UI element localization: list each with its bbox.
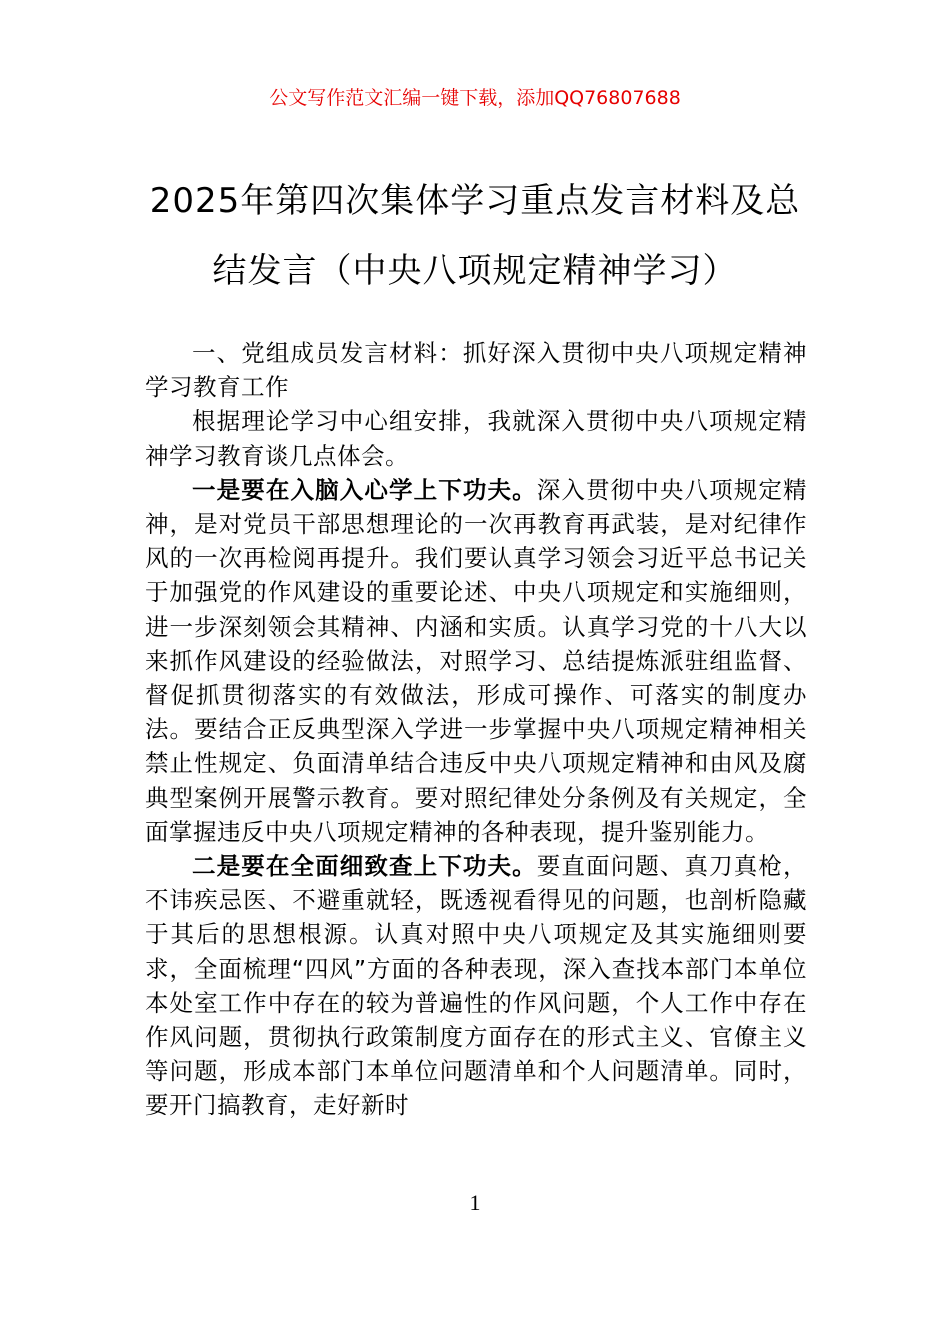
title-line-1: 2025年第四次集体学习重点发言材料及总 (149, 181, 801, 221)
point-two-lead: 二是要在全面细致查上下功夫。 (192, 852, 537, 881)
point-one-lead: 一是要在入脑入心学上下功夫。 (192, 475, 537, 504)
download-banner: 公文写作范文汇编一键下载，添加QQ76807688 (269, 87, 681, 109)
page-number: 1 (469, 1190, 481, 1215)
section-heading: 一、党组成员发言材料：抓好深入贯彻中央八项规定精神学习教育工作 (145, 339, 807, 402)
point-one-paragraph (145, 473, 807, 849)
point-two-paragraph (145, 849, 807, 1123)
document-title (145, 166, 805, 306)
title-line-2: 结发言（中央八项规定精神学习） (212, 251, 738, 291)
point-one-body: 深入贯彻中央八项规定精神，是对党员干部思想理论的一次再教育再武装，是对纪律作风的一次再检阅再提升。我们要认真学习领会习近平总书记关于加强党的作风建设的重要论述、中央八项规定和实施细则，进一步深刻领会其精神、内涵和实质。认真学习党的十八大以来抓作风建设的经验做法，对照学习、总结提炼派驻组监督、督促抓贯彻落实的有效做法，形成可操作、可落实的制度办法。要结合正反典型深入学进一步掌握中央八项规定精神相关禁止性规定、负面清单结合违反中央八项规定精神和由风及腐典型案例开展警示教育。要对照纪律处分条例及有关规定，全面掌握违反中央八项规定精神的各种表现，提升鉴别能力。 (145, 475, 807, 846)
point-two-body: 要直面问题、真刀真枪，不讳疾忌医、不避重就轻，既透视看得见的问题，也剖析隐藏于其后的思想根源。认真对照中央八项规定及其实施细则要求，全面梳理“四风”方面的各种表现，深入查找本部门本单位本处室工作中存在的较为普遍性的作风问题，个人工作中存在作风问题，贯彻执行政策制度方面存在的形式主义、官僚主义等问题，形成本部门本单位问题清单和个人问题清单。同时，要开门搞教育，走好新时 (145, 852, 807, 1120)
document-body (145, 336, 807, 1123)
intro-paragraph: 根据理论学习中心组安排，我就深入贯彻中央八项规定精神学习教育谈几点体会。 (145, 407, 807, 470)
